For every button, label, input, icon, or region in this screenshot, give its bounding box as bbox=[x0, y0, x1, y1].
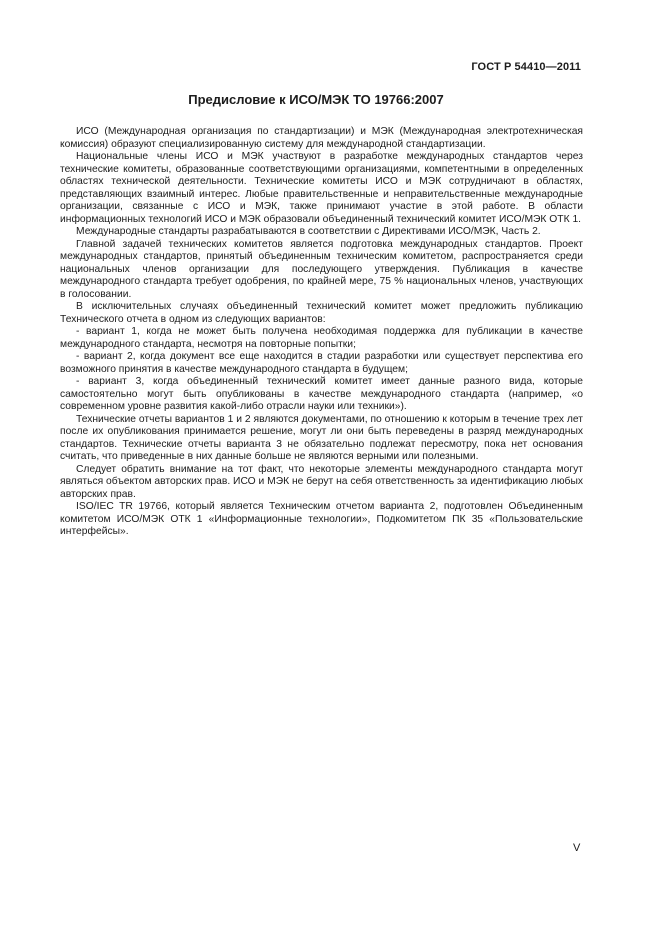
page-number: V bbox=[573, 842, 581, 854]
paragraph: Международные стандарты разрабатываются в соответствии с Директивами ИСО/МЭК, Часть 2. bbox=[76, 226, 541, 237]
paragraph: Национальные члены ИСО и МЭК участвуют в разработке международных стандартов через технические комитеты, образованные соответствующими организациями, компетентными в определенных областях технической деятельности. Технические комитеты ИСО и МЭК сотрудничают в областях, представляющих взаимный интерес. Любые правительственные и неправительственные международные организации, связанные с ИСО и МЭК, также принимают участие в этой работе. В области информационных технологий ИСО и МЭК образовали объединенный технический комитет ИСО/МЭК ОТК 1. bbox=[60, 151, 583, 225]
paragraph: Главной задачей технических комитетов является подготовка международных стандартов. Проект международных стандартов, принятый объединенным техническим комитетом, распространяется среди национальных членов организации для последующего утверждения. Публикация в качестве международного стандарта требует одобрения, по крайней мере, 75 % национальных членов, участвующих в голосовании. bbox=[60, 238, 583, 300]
paragraph: ИСО (Международная организация по стандартизации) и МЭК (Международная электротехническая комиссия) образуют специализированную систему для международной стандартизации. bbox=[60, 126, 583, 150]
list-item: - вариант 3, когда объединенный технический комитет имеет данные разного вида, которые самостоятельно могут быть опубликованы в качестве международного стандарта (например, «о современном уровне развития какой-либо отрасли науки или техники»). bbox=[60, 376, 583, 412]
paragraph: Технические отчеты вариантов 1 и 2 являются документами, по отношению к которым в течение трех лет после их опубликования принимается решение, могут ли они быть переведены в разряд международных стандартов. Технические отчеты варианта 3 не обязательно подлежат пересмотру, пока нет основания считать, что приведенные в них данные больше не являются верными или полезными. bbox=[60, 413, 583, 462]
paragraph: ISO/IEC TR 19766, который является Техническим отчетом варианта 2, подготовлен Объединенным комитетом ИСО/МЭК ОТК 1 «Информационные технологии», Подкомитетом ПК 35 «Пользовательские интерфейсы». bbox=[60, 501, 583, 537]
body-text bbox=[60, 126, 583, 539]
list-item: - вариант 1, когда не может быть получена необходимая поддержка для публикации в качестве международного стандарта, несмотря на повторные попытки; bbox=[60, 326, 583, 350]
list-item: - вариант 2, когда документ все еще находится в стадии разработки или существует перспектива его возможного принятия в качестве международного стандарта в будущем; bbox=[60, 351, 583, 375]
paragraph: В исключительных случаях объединенный технический комитет может предложить публикацию Технического отчета в одном из следующих вариантов: bbox=[60, 301, 583, 325]
document-code: ГОСТ Р 54410—2011 bbox=[471, 61, 581, 73]
paragraph: Следует обратить внимание на тот факт, что некоторые элементы международного стандарта могут являться объектом авторских прав. ИСО и МЭК не берут на себя ответственность за идентификацию любых авторских прав. bbox=[60, 463, 583, 500]
page-title: Предисловие к ИСО/МЭК ТО 19766:2007 bbox=[188, 92, 444, 107]
